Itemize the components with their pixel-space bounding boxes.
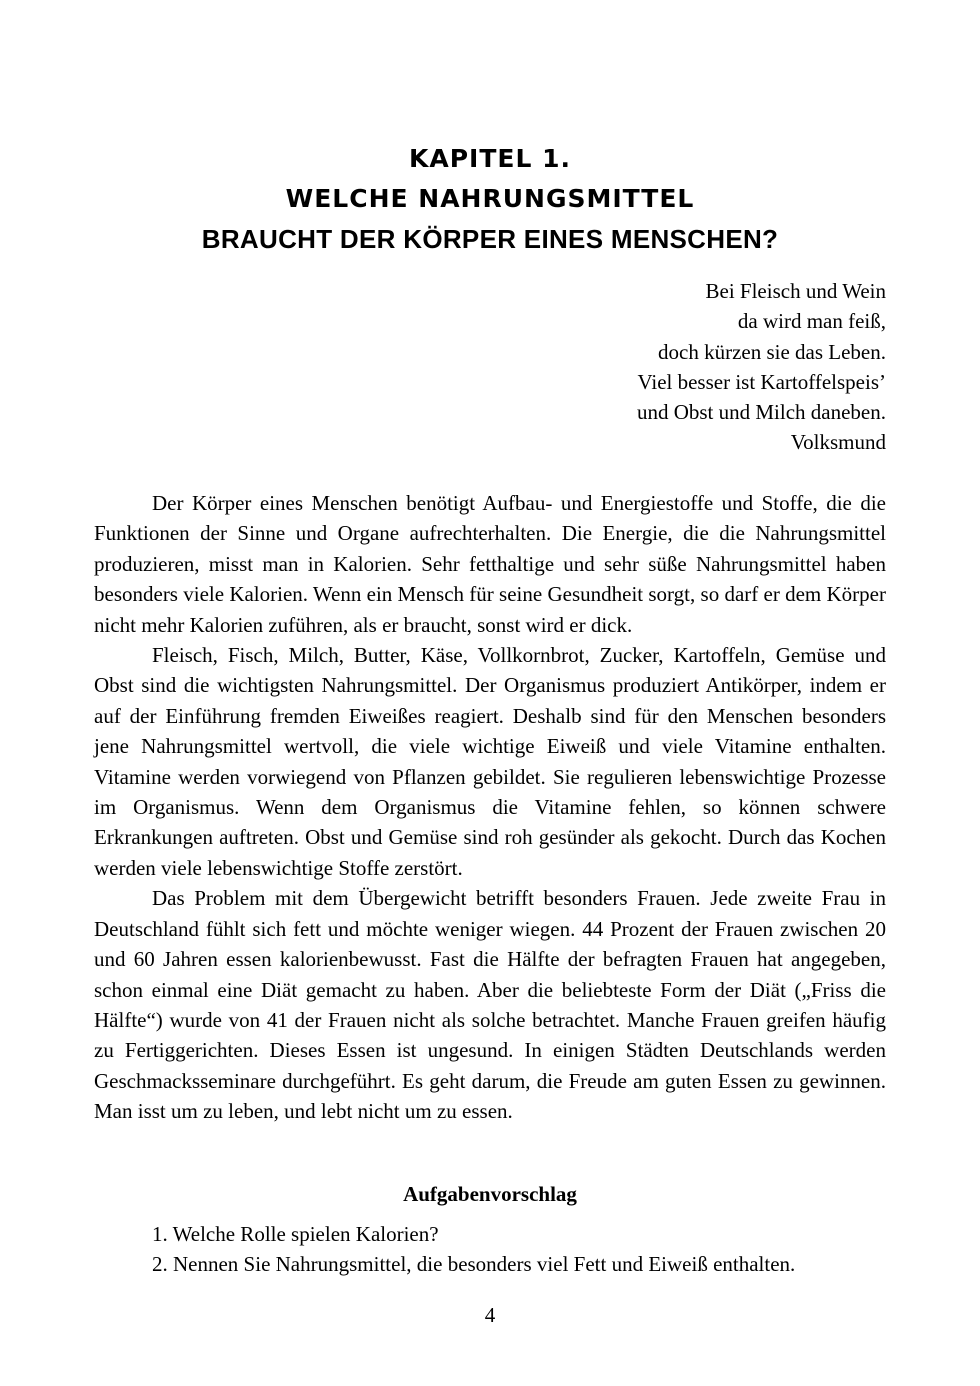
paragraph: Das Problem mit dem Übergewicht betrifft besonders Frauen. Jede zweite Frau in Deutschland fühlt sich fett und möchte weniger wiegen. 44 Prozent der Frauen zwischen 20 und 60 Jahren essen kalorienbewusst. Fast die Hälfte der befragten Frauen hat angegeben, schon einmal eine Diät gemacht zu haben. Aber die beliebteste Form der Diät („Friss die Hälfte“) wurde von 41 der Frauen nicht als solche betrachtet. Manche Frauen greifen häufig zu Fertiggerichten. Dieses Essen ist ungesund. In einigen Städten Deutschlands werden Geschmacksseminare durchgeführt. Es geht darum, die Freude am guten Essen zu gewinnen. Man isst um zu leben, und lebt nicht um zu essen. xyxy=(94,886,886,1124)
chapter-title-line-2: BRAUCHT DER KÖRPER EINES MENSCHEN? xyxy=(201,224,779,254)
epigraph-line: Bei Fleisch und Wein xyxy=(705,279,886,303)
paragraph: Fleisch, Fisch, Milch, Butter, Käse, Vollkornbrot, Zucker, Kartoffeln, Gemüse und Obst sind die wichtigsten Nahrungsmittel. Der Organismus produziert Antikörper, indem er auf der Einführung fremden Eiweißes reagiert. Deshalb sind für den Menschen besonders jene Nahrungsmittel wertvoll, die viele wichtige Eiweiß und viele Vitamine enthalten. Vitamine werden vorwiegend von Pflanzen gebildet. Sie regulieren lebenswichtige Prozesse im Organismus. Wenn dem Organismus die Vitamine fehlen, so können schwere Erkrankungen auftreten. Obst und Gemüse sind roh gesünder als gekocht. Durch das Kochen werden viele lebenswichtige Stoffe zerstört. xyxy=(94,643,886,880)
epigraph-source: Volksmund xyxy=(790,430,886,455)
page-number: 4 xyxy=(484,1303,496,1327)
task-item: 2. Nennen Sie Nahrungsmittel, die besonders viel Fett und Eiweiß enthalten. xyxy=(152,1252,796,1277)
body-text xyxy=(94,488,886,1127)
epigraph-line: und Obst und Milch daneben. xyxy=(636,400,886,425)
epigraph xyxy=(466,276,886,458)
epigraph-line: da wird man feiß, xyxy=(737,309,886,334)
epigraph-line: doch kürzen sie das Leben. xyxy=(658,339,886,364)
epigraph-line: Viel besser ist Kartoffelspeis’ xyxy=(637,369,886,394)
paragraph: Der Körper eines Menschen benötigt Aufbau- und Energiestoffe und Stoffe, die die Funktionen der Sinne und Organe aufrechterhalten. Die Energie, die die Nahrungsmittel produzieren, misst man in Kalorien. Sehr fetthaltige und sehr süße Nahrungsmittel haben besonders viele Kalorien. Wenn ein Mensch für seine Gesundheit sorgt, so darf er dem Körper nicht mehr Kalorien zuführen, als er braucht, sonst wird er dick. xyxy=(94,491,886,637)
tasks-heading: Aufgabenvorschlag xyxy=(403,1182,577,1206)
tasks-list xyxy=(152,1219,886,1280)
chapter-number: KAPITEL 1. xyxy=(408,144,571,173)
chapter-title-line-1: WELCHE NAHRUNGSMITTEL xyxy=(285,184,695,213)
task-item: 1. Welche Rolle spielen Kalorien? xyxy=(152,1222,439,1246)
